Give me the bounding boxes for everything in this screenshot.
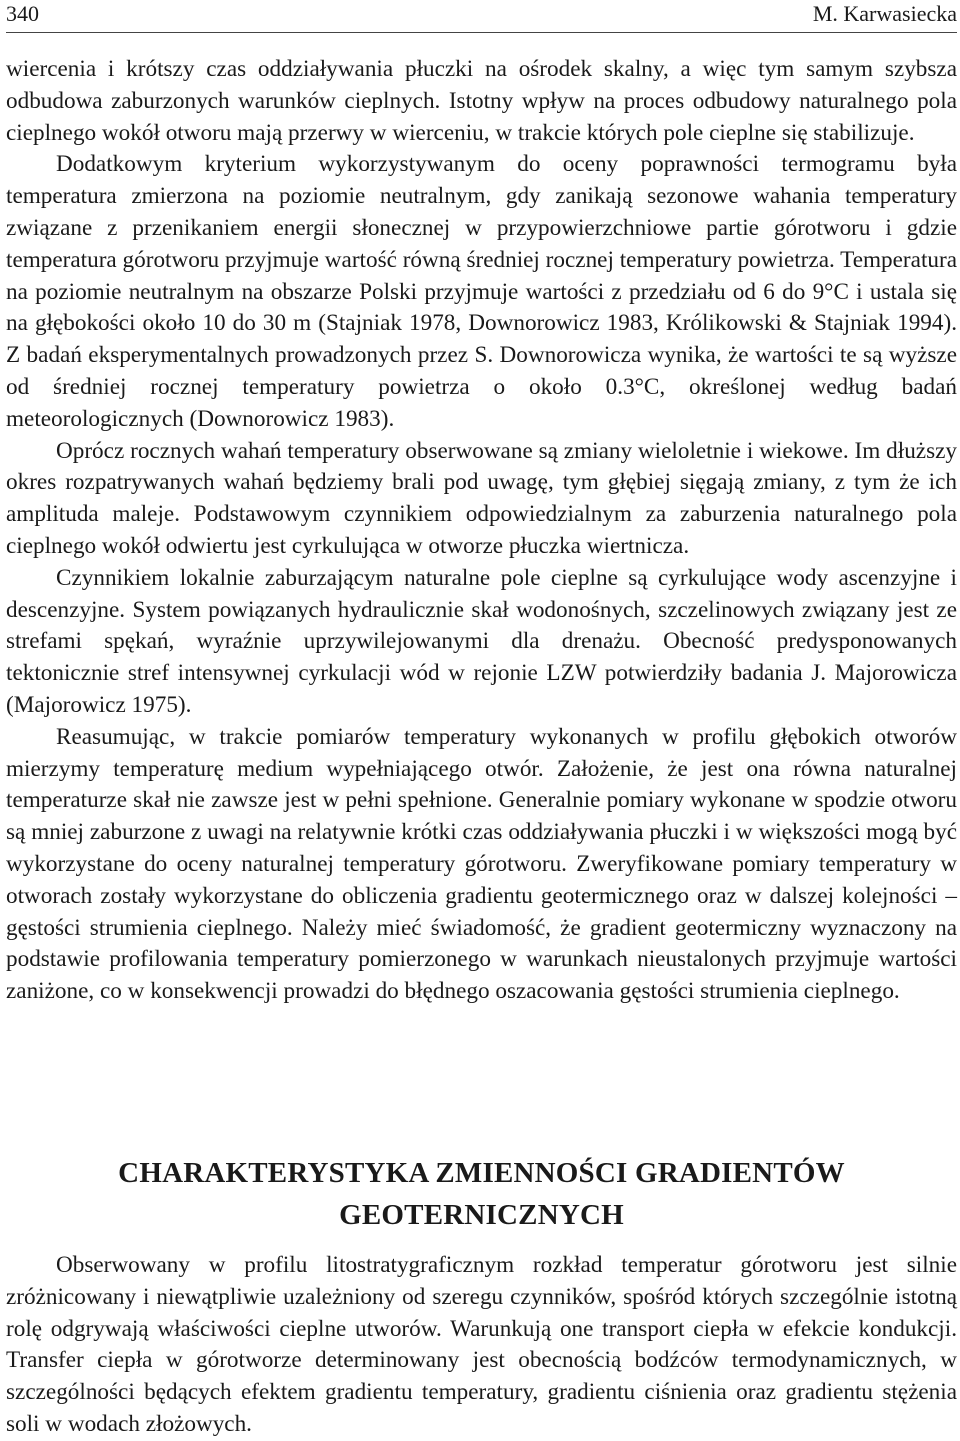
paragraph-neutral-level: Dodatkowym kryterium wykorzystywanym do oceny poprawności termogramu była temperatura zmierzona na poziomie neutralnym, gdy zanikają sezonowe wahania temperatury związane z przenikaniem energii słonecznej w przypowierzchniowe partie górotworu i gdzie temperatura górotworu przyjmuje wartość równą średniej rocznej temperatury powietrza. Temperatura na poziomie neutralnym na obszarze Polski przyjmuje wartości z przedziału od 6 do 9°C i ustala się na głębokości około 10 do 30 m (Stajniak 1978, Downorowicz 1983, Królikowski & Stajniak 1994). Z badań eksperymentalnych prowadzonych przez S. Downorowicza wynika, że wartości te są wyższe od średniej rocznej temperatury powietrza o około 0.3°C, określonej według badań meteorologicznych (Downorowicz 1983). (6, 151, 957, 432)
paragraph-local-waters: Czynnikiem lokalnie zaburzającym naturalne pole cieplne są cyrkulujące wody ascenzyjne i descenzyjne. System powiązanych hydraulicznie skał wodonośnych, szczelinowych związany jest ze strefami spękań, wyraźnie uprzywilejowanymi dla drenażu. Obecność predysponowanych tektonicznie stref intensywnej cyrkulacji wód w rejonie LZW potwierdziły badania J. Majorowicza (Majorowicz 1975). (6, 564, 957, 718)
paragraph-continuation: wiercenia i krótszy czas oddziaływania płuczki na ośrodek skalny, a więc tym samym szybsza odbudowa zaburzonych warunków cieplnych. Istotny wpływ na proces odbudowy naturalnego pola cieplnego wokół otworu mają przerwy w wierceniu, w trakcie których pole cieplne się stabilizuje. (6, 56, 957, 146)
running-title: M. Karwasiecka (812, 1, 957, 26)
section-heading-line-2: GEOTERNICZNYCH (339, 1199, 624, 1231)
body-text (6, 54, 957, 1008)
section-text (6, 1250, 957, 1441)
section-heading (6, 1152, 957, 1236)
page-header (6, 0, 957, 33)
paragraph-long-term-changes: Oprócz rocznych wahań temperatury obserwowane są zmiany wieloletnie i wiekowe. Im dłuższy okres rozpatrywanych wahań będziemy brali pod uwagę, tym głębiej sięgają zmiany, z tym że ich amplituda maleje. Podstawowym czynnikiem odpowiedzialnym za zaburzenia naturalnego pola cieplnego wokół odwiertu jest cyrkulująca w otworze płuczka wiertnicza. (6, 437, 957, 559)
page-number: 340 (6, 1, 39, 26)
section-paragraph: Obserwowany w profilu litostratygraficznym rozkład temperatur górotworu jest silnie zróżnicowany i niewątpliwie uzależniony od szeregu czynników, spośród których szczególnie istotną rolę odgrywają właściwości cieplne utworów. Warunkują one transport ciepła w efekcie kondukcji. Transfer ciepła w górotworze determinowany jest obecnością bodźców termodynamicznych, w szczególności będących efektem gradientu temperatury, gradientu ciśnienia oraz gradientu stężenia soli w wodach złożowych. (6, 1252, 957, 1437)
section-heading-line-1: CHARAKTERYSTYKA ZMIENNOŚCI GRADIENTÓW (118, 1157, 845, 1189)
paragraph-summary: Reasumując, w trakcie pomiarów temperatury wykonanych w profilu głębokich otworów mierzymy temperaturę medium wypełniającego otwór. Założenie, że jest ona równa naturalnej temperaturze skał nie zawsze jest w pełni spełnione. Generalnie pomiary wykonane w spodzie otworu są mniej zaburzone z uwagi na relatywnie krótki czas oddziaływania płuczki i w większości mogą być wykorzystane do oceny naturalnej temperatury górotworu. Zweryfikowane pomiary temperatury w otworach zostały wykorzystane do obliczenia gradientu geotermicznego oraz w dalszej kolejności – gęstości strumienia cieplnego. Należy mieć świadomość, że gradient geotermiczny wyznaczony na podstawie profilowania temperatury pomierzonego w warunkach nieustalonych przyjmuje wartości zaniżone, co w konsekwencji prowadzi do błędnego oszacowania gęstości strumienia cieplnego. (6, 723, 957, 1005)
document-page (6, 0, 957, 1437)
